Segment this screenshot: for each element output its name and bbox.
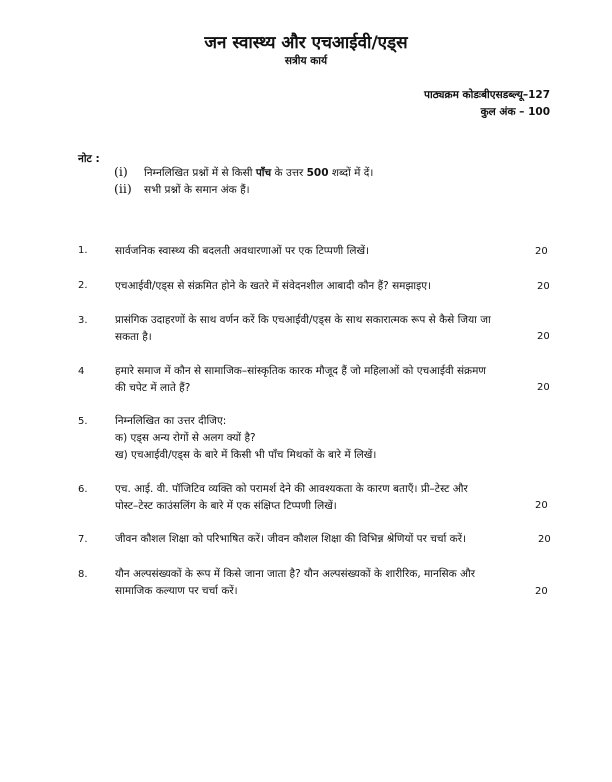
question-number: 4 — [78, 366, 85, 377]
note-numeral: (i) — [114, 164, 128, 179]
note-text: शब्दों में दें। — [331, 167, 374, 179]
question-text: हमारे समाज में कौन से सामाजिक–सांस्कृतिक कारक मौजूद हैं जो महिलाओं को एचआईवी संक्रमण की चपेट में लाते हैं? — [115, 365, 486, 394]
page-subtitle: सत्रीय कार्य — [284, 55, 328, 67]
note-numeral: (ii) — [114, 181, 132, 196]
note-item-2 — [114, 181, 250, 197]
note-text: सभी प्रश्नों के समान अंक हैं। — [144, 184, 250, 196]
note-bold-count: पाँच — [255, 167, 272, 179]
question-marks: 20 — [537, 331, 550, 342]
question-text: एचआईवी/एड्स से संक्रमित होने के खतरे में संवेदनशील आबादी कौन हैं? समझाइए। — [115, 280, 432, 292]
note-item-1 — [114, 164, 373, 180]
question-text: सार्वजनिक स्वास्थ्य की बदलती अवधारणाओं पर एक टिप्पणी लिखें। — [115, 245, 370, 257]
question-marks: 20 — [538, 534, 551, 545]
question-text: एच. आई. वी. पॉजिटिव व्यक्ति को परामर्श देने की आवश्यकता के कारण बताएँ। प्री–टेस्ट और पोस्ट–टेस्ट काउंसलिंग के बारे में एक संक्षिप्त टिप्पणी लिखें। — [115, 483, 468, 512]
question-text: निम्नलिखित का उत्तर दीजिए: क) एड्स अन्य रोगों से अलग क्यों है? ख) एचआईवी/एड्स के बारे में किसी भी पाँच मिथकों के बारे में लिखें। — [115, 415, 377, 461]
question-marks: 20 — [535, 246, 548, 257]
question-number: 6. — [78, 484, 88, 495]
question-number: 3. — [78, 315, 88, 326]
question-number: 8. — [78, 569, 88, 580]
note-text: के उत्तर — [274, 167, 304, 179]
note-heading: नोट : — [78, 153, 100, 165]
question-marks: 20 — [535, 586, 548, 597]
question-marks: 20 — [537, 281, 550, 292]
question-text: जीवन कौशल शिक्षा को परिभाषित करें। जीवन कौशल शिक्षा की विभिन्न श्रेणियों पर चर्चा करें। — [115, 533, 466, 545]
question-marks: 20 — [535, 500, 548, 511]
page-title: जन स्वास्थ्य और एचआईवी/एड्स — [204, 33, 408, 53]
question-number: 1. — [78, 245, 88, 256]
question-text: यौन अल्पसंख्यकों के रूप में किसे जाना जाता है? यौन अल्पसंख्यकों के शारीरिक, मानसिक और सामाजिक कल्याण पर चर्चा करें। — [115, 568, 476, 597]
total-marks: कुल अंक – 100 — [480, 106, 550, 118]
question-number: 5. — [78, 416, 88, 427]
course-code: पाठ्यक्रम कोडःबीएसडब्ल्यू–127 — [424, 89, 550, 101]
note-bold-words: 500 — [306, 167, 329, 179]
question-marks: 20 — [537, 382, 550, 393]
question-number: 7. — [78, 534, 88, 545]
question-text: प्रासंगिक उदाहरणों के साथ वर्णन करें कि एचआईवी/एड्स के साथ सकारात्मक रूप से कैसे जिया जा सकता है। — [115, 314, 491, 343]
note-text: निम्नलिखित प्रश्नों में से किसी — [144, 167, 253, 179]
question-number: 2. — [78, 280, 88, 291]
